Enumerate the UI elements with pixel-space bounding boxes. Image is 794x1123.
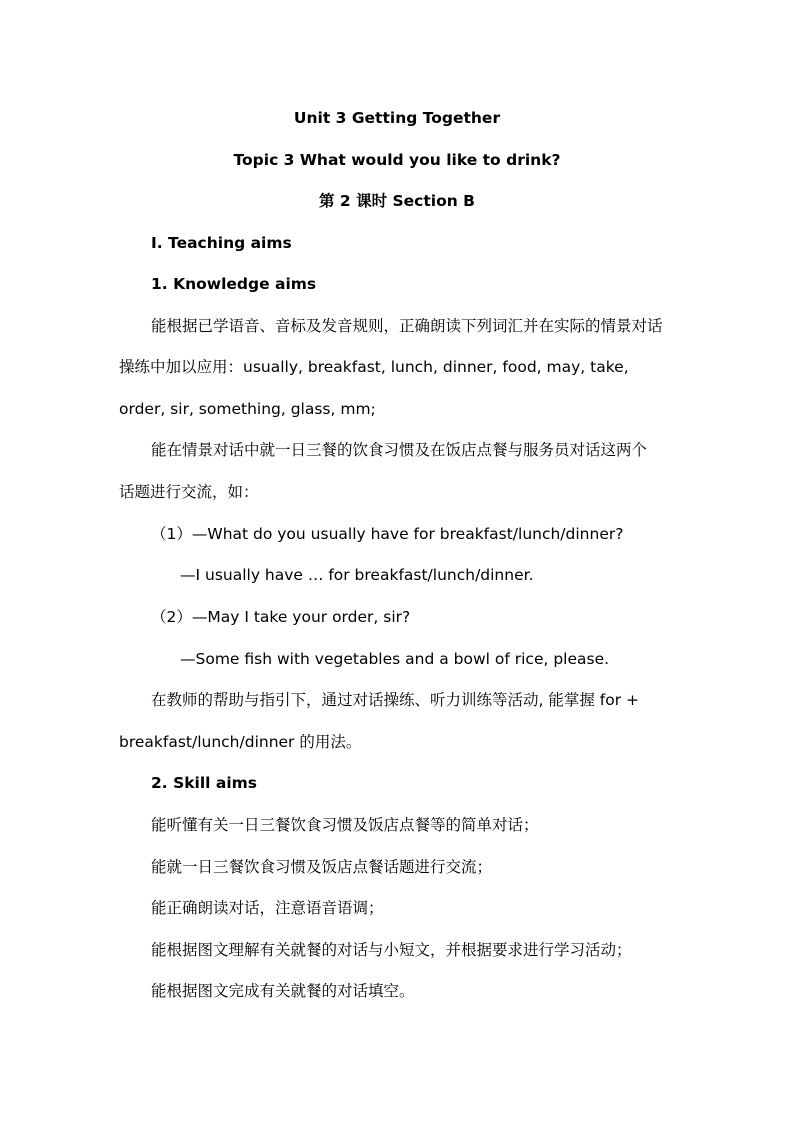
knowledge-aims-heading: 1. Knowledge aims [151,275,317,293]
knowledge-paragraph-line: 能根据已学语音、音标及发音规则，正确朗读下列词汇并在实际的情景对话 [151,317,663,335]
teaching-aims-heading: I. Teaching aims [151,234,292,252]
skill-item: 能根据图文完成有关就餐的对话填空。 [151,982,415,1000]
skill-item: 能就一日三餐饮食习惯及饭店点餐话题进行交流； [151,858,493,876]
example-answer: —Some fish with vegetables and a bowl of rice, please. [180,650,610,668]
skill-item: 能听懂有关一日三餐饮食习惯及饭店点餐等的简单对话； [151,816,539,834]
example-answer: —I usually have … for breakfast/lunch/dinner. [180,566,534,584]
skill-item: 能正确朗读对话，注意语音语调； [151,899,384,917]
knowledge-paragraph-line: breakfast/lunch/dinner 的用法。 [119,733,362,751]
skill-aims-heading: 2. Skill aims [151,774,258,792]
example-question: （2）—May I take your order, sir? [151,608,411,626]
knowledge-paragraph-line: 操练中加以应用：usually, breakfast, lunch, dinner, food, may, take, [119,358,629,376]
document-subtitle: Topic 3 What would you like to drink? [233,151,561,169]
section-heading: 第 2 课时 Section B [319,192,475,210]
document-title: Unit 3 Getting Together [293,109,501,127]
skill-item: 能根据图文理解有关就餐的对话与小短文，并根据要求进行学习活动； [151,941,632,959]
knowledge-paragraph-line: 话题进行交流，如： [119,483,259,501]
example-question: （1）—What do you usually have for breakfast/lunch/dinner? [151,525,624,543]
knowledge-paragraph-line: 在教师的帮助与指引下，通过对话操练、听力训练等活动, 能掌握 for + [151,691,640,709]
knowledge-paragraph-line: 能在情景对话中就一日三餐的饮食习惯及在饭店点餐与服务员对话这两个 [151,441,648,459]
knowledge-paragraph-line: order, sir, something, glass, mm; [119,400,376,418]
